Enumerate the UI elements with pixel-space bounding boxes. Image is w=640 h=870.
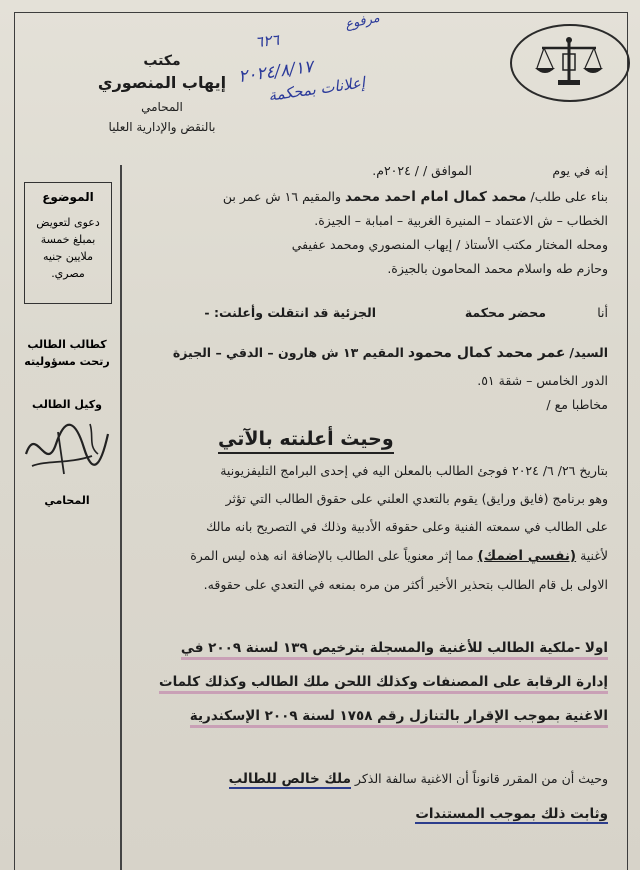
defendant-floor: الدور الخامس – شقة ٥١. — [477, 373, 608, 388]
subject-line: دعوى لتعويض — [36, 216, 100, 229]
applicant-prefix: بناء على طلب/ — [530, 189, 608, 204]
office-label: مكتب — [143, 53, 181, 69]
section-heading: وحيث أعلنته بالآتي — [218, 428, 394, 454]
defendant-mr: السيد/ — [569, 345, 608, 360]
bailiff-ana: أنا — [597, 305, 608, 320]
applicant-suffix: والمقيم ١٦ ش عمر بن — [222, 189, 342, 204]
first-point-line — [159, 674, 608, 690]
requester-label — [24, 336, 110, 370]
sidebar-divider — [120, 165, 122, 870]
defendant-addressed: مخاطبا مع / — [546, 397, 608, 412]
lawyer-signature — [18, 414, 114, 484]
first-point-text: اولا -ملكية الطالب للأغنية والمسجلة بترخيص ١٣٩ لسنة ٢٠٠٩ في — [181, 640, 608, 660]
lawyer-label: المحامي — [44, 494, 90, 507]
whereas-last-text: وثابت ذلك بموجب المستندات — [415, 806, 608, 822]
applicant-name: محمد كمال امام احمد محمد — [345, 189, 527, 205]
whereas-bold: ملك خالص للطالب — [228, 771, 351, 787]
bailiff-partial-line: الجزئية قد انتقلت وأعلنت: - — [204, 305, 376, 320]
office-title: المحامي — [141, 100, 183, 114]
defendant-address: المقيم ١٣ ش هارون – الدقي – الجيزة — [172, 345, 404, 360]
subject-box — [24, 182, 112, 304]
intro-line-4: وحازم طه واسلام محمد المحامون بالجيزة. — [387, 261, 608, 276]
facts-last-line: الاولى بل قام الطالب بتحذير الأخير أكثر من مره بمنعه في التعدي على حقوقه. — [203, 577, 608, 592]
facts-line: بتاريخ ٢٦/ ٦/ ٢٠٢٤ فوجئ الطالب بالمعلن اليه في إحدى البرامج التليفزيونية — [220, 463, 608, 478]
facts-song-line — [190, 547, 608, 565]
first-point-text: الاغنية بموجب الإقرار بالتنازل رقم ١٧٥٨ لسنة ٢٠٠٩ الإسكندرية — [190, 708, 608, 728]
requester-line: رتحت مسؤوليته — [24, 355, 110, 368]
handwritten-date: ٢٠٢٤/٨/١٧ — [236, 56, 315, 88]
first-point-line — [190, 708, 608, 724]
facts-line: على الطالب في سمعته الفنية وعلى حقوقه الأدبية وذلك في التصريح بانه مالك — [206, 519, 608, 534]
song-suffix: مما إثر معنوياً على الطالب بالإضافة انه هذه ليس المرة — [190, 548, 474, 563]
requester-line: كطالب الطالب — [27, 338, 107, 351]
handwritten-ref-number: ٦٢٦ — [254, 30, 281, 52]
defendant-name: عمر محمد كمال محمود — [407, 345, 566, 361]
subject-line: بمبلغ خمسة — [40, 233, 96, 246]
whereas-prefix: وحيث أن من المقرر قانوناً أن الاغنية سالفة الذكر — [354, 771, 608, 786]
handwritten-note: إعلانات بمحكمة — [267, 73, 367, 105]
intro-day: إنه في يوم — [552, 163, 608, 178]
subject-line: ملايين جنيه — [42, 250, 94, 263]
first-point-line — [181, 640, 608, 656]
intro-line-3: ومحله المختار مكتب الأستاذ / إيهاب المنصوري ومحمد عفيفي — [291, 237, 608, 252]
intro-line-2: الخطاب – ش الاعتماد – المنيرة الغربية – امبابة – الجيزة. — [314, 213, 608, 228]
subject-line: مصري. — [51, 267, 85, 280]
first-point-text: إدارة الرقابة على المصنفات وكذلك اللحن ملك الطالب وكذلك كلمات — [159, 674, 608, 694]
office-court: بالنقض والإدارية العليا — [108, 120, 216, 134]
song-prefix: لأغنية — [580, 548, 608, 563]
office-name: إيهاب المنصوري — [97, 73, 227, 92]
intro-line-1 — [223, 188, 608, 206]
handwritten-corner-note: مرفوع — [343, 10, 382, 33]
whereas-last — [415, 806, 608, 822]
agent-label: وكيل الطالب — [32, 398, 102, 411]
bailiff-court-line: محضر محكمة — [464, 305, 546, 320]
scales-logo — [510, 24, 630, 102]
office-header — [62, 52, 262, 136]
scales-of-justice-icon — [534, 34, 604, 90]
whereas-line — [229, 770, 608, 788]
subject-label: الموضوع — [42, 190, 94, 204]
facts-line: وهو برنامج (فايق ورايق) يقوم بالتعدي العلني على حقوق الطالب التي تؤثر — [225, 491, 608, 506]
song-name: (نفسي اضمك) — [477, 548, 577, 564]
defendant-line — [173, 344, 608, 362]
intro-agreement: الموافق / / ٢٠٢٤م. — [372, 163, 472, 178]
